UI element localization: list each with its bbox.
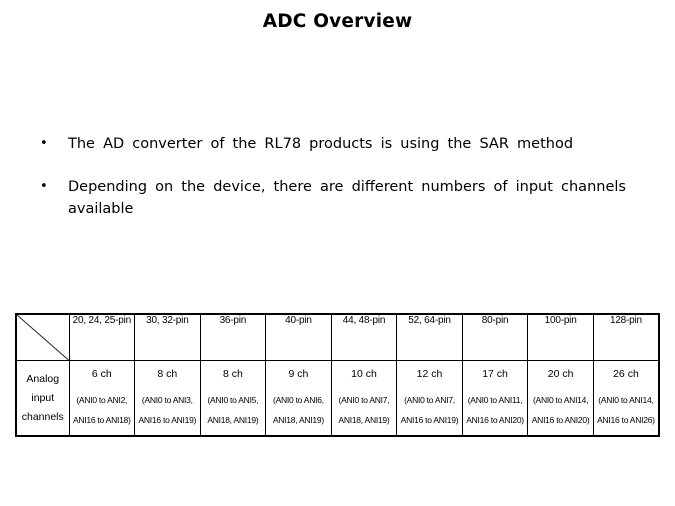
channel-range — [594, 390, 658, 430]
bullet-list — [40, 133, 640, 220]
channel-cell-80-pin — [462, 361, 528, 437]
channel-count: 17 ch — [482, 368, 508, 380]
channel-cell-44-48-pin — [331, 361, 397, 437]
column-header-20-24-25-pin: 20, 24, 25-pin — [69, 314, 135, 361]
channel-range-line: ANI16 to ANI26) — [597, 415, 655, 425]
channel-count: 9 ch — [288, 368, 309, 380]
channel-range-line: (ANI0 to ANI7, — [338, 395, 390, 405]
channel-range-line: ANI16 to ANI20) — [531, 415, 590, 425]
channel-count: 6 ch — [91, 368, 112, 380]
channel-range — [135, 390, 200, 430]
channel-range — [463, 390, 528, 430]
channel-range-line: (ANI0 to ANI6, — [272, 395, 324, 405]
channel-range-line: ANI18, ANI19) — [207, 415, 259, 425]
channel-count: 12 ch — [416, 368, 443, 380]
bullet-text-sar-method: The AD converter of the RL78 products is using the SAR method — [68, 136, 574, 152]
channel-count: 8 ch — [157, 368, 178, 380]
channel-range-line: (ANI0 to ANI14, — [532, 395, 589, 405]
list-item — [40, 176, 640, 220]
channel-range-line: (ANI0 to ANI7, — [404, 395, 455, 405]
page-title: ADC Overview — [262, 11, 413, 32]
column-header-36-pin: 36-pin — [200, 314, 266, 361]
table-header-row — [16, 314, 659, 361]
column-header-100-pin: 100-pin — [528, 314, 594, 361]
channel-range-line: ANI16 to ANI19) — [400, 415, 459, 425]
channel-range — [266, 390, 331, 430]
channel-range-line: (ANI0 to ANI11, — [467, 395, 523, 405]
row-header-line: channels — [21, 410, 64, 423]
corner-cell — [16, 314, 69, 361]
list-item — [40, 133, 640, 155]
bullet-icon: • — [40, 136, 48, 151]
bullet-icon: • — [40, 179, 48, 194]
channel-range-line: ANI16 to ANI20) — [466, 415, 524, 425]
row-header-line: input — [31, 391, 55, 404]
channel-range-line: ANI16 to ANI18) — [72, 415, 131, 425]
channel-range — [201, 390, 266, 430]
channel-range-line: ANI16 to ANI19) — [138, 415, 197, 425]
channel-range-line: ANI18, ANI19) — [338, 415, 390, 425]
channel-count: 8 ch — [222, 368, 243, 380]
column-header-128-pin: 128-pin — [593, 314, 659, 361]
channel-range-line: (ANI0 to ANI2, — [76, 395, 128, 405]
column-header-80-pin: 80-pin — [462, 314, 528, 361]
diagonal-line-icon — [17, 315, 69, 360]
channel-range-line: ANI18, ANI19) — [272, 415, 324, 425]
channel-cell-100-pin — [528, 361, 594, 437]
channel-count: 10 ch — [351, 368, 377, 380]
bullet-text-input-channels: Depending on the device, there are different numbers of input channels available — [68, 179, 626, 217]
channel-count: 26 ch — [613, 368, 639, 380]
channel-range-line: (ANI0 to ANI14, — [598, 395, 654, 405]
channel-range — [528, 390, 593, 430]
channel-count: 20 ch — [547, 368, 574, 380]
channel-cell-36-pin — [200, 361, 266, 437]
column-header-40-pin: 40-pin — [266, 314, 332, 361]
channel-cell-30-32-pin — [135, 361, 201, 437]
channel-cell-52-64-pin — [397, 361, 463, 437]
column-header-30-32-pin: 30, 32-pin — [135, 314, 201, 361]
channel-range-line: (ANI0 to ANI5, — [207, 395, 259, 405]
column-header-52-64-pin: 52, 64-pin — [397, 314, 463, 361]
channel-range — [70, 390, 135, 430]
row-header-line: Analog — [26, 372, 60, 385]
channel-cell-20-24-25-pin — [69, 361, 135, 437]
channel-range — [397, 390, 462, 430]
channel-range — [332, 390, 397, 430]
column-header-44-48-pin: 44, 48-pin — [331, 314, 397, 361]
channel-range-line: (ANI0 to ANI3, — [141, 395, 193, 405]
row-header-analog-input-channels — [16, 361, 69, 437]
table-row — [16, 361, 659, 437]
adc-channels-table — [15, 313, 660, 437]
channel-cell-128-pin — [593, 361, 659, 437]
channel-cell-40-pin — [266, 361, 332, 437]
